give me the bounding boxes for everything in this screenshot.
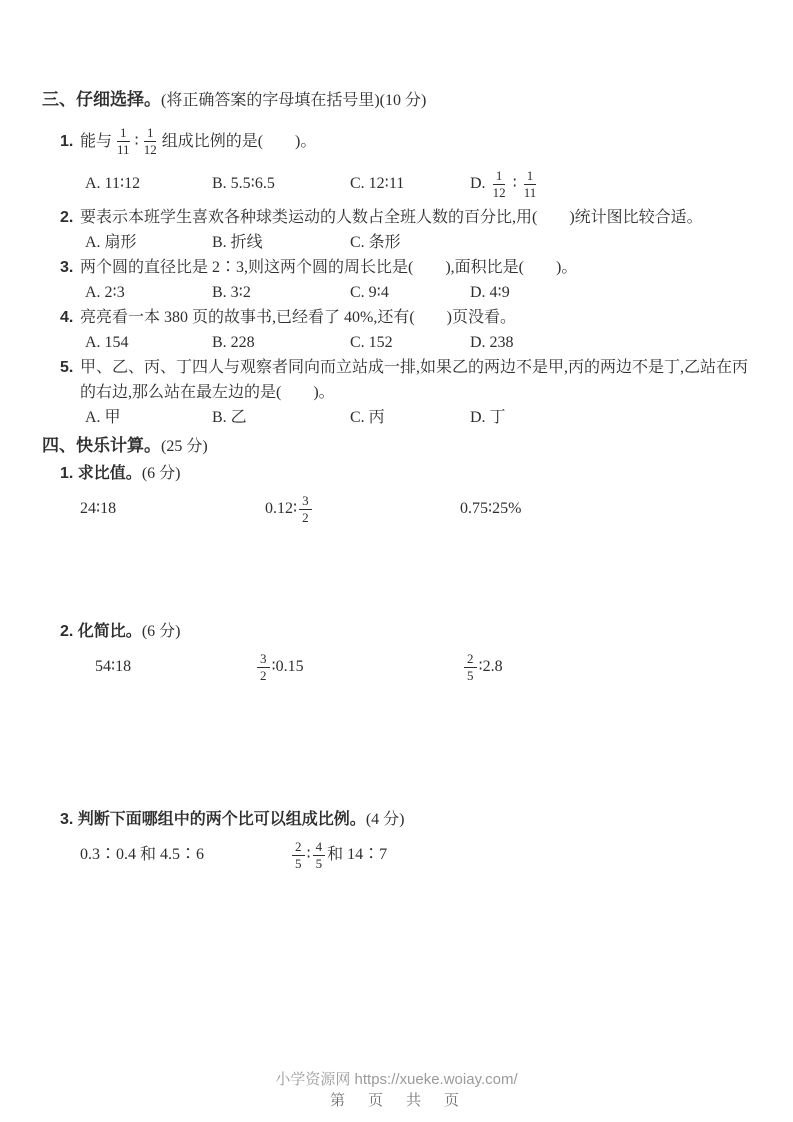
option-c: C. 条形 xyxy=(350,234,401,251)
question-5-options xyxy=(60,405,753,430)
fraction-2-5: $\frac{2}{5}$ xyxy=(292,839,305,871)
option-b: B. 乙 xyxy=(212,409,247,426)
question-1-options xyxy=(60,163,753,205)
option-a: A. 扇形 xyxy=(85,234,137,251)
question-3-text: 两个圆的直径比是 2∶3,则这两个圆的周长比是( ),面积比是( )。 xyxy=(80,259,578,276)
calc-item-3-label xyxy=(60,807,753,833)
question-1-text xyxy=(80,125,753,157)
footer-page-label: 第 页 共 页 xyxy=(329,1092,463,1109)
calc-item-2-title: 化简比。 xyxy=(77,623,142,640)
calc-item-1-expressions xyxy=(42,487,753,531)
fraction-2-5: $\frac{2}{5}$ xyxy=(464,651,477,683)
expression-2-5-4-5-14-7: $\frac{2}{5}$ ∶ $\frac{4}{5}$ 和 14∶7 xyxy=(290,839,753,871)
question-2 xyxy=(60,205,753,230)
fraction-1-12: $\frac{1}{12}$ xyxy=(143,124,157,157)
option-c: C. 丙 xyxy=(350,409,385,426)
option-a: A. 11∶12 xyxy=(85,175,141,192)
expression-2-5-28: $\frac{2}{5}$ ∶2.8 xyxy=(462,651,753,683)
section-3-heading xyxy=(42,88,753,113)
option-c: C. 12∶11 xyxy=(350,175,405,192)
answer-space-2 xyxy=(42,689,753,805)
fraction-1-11: $\frac{1}{11}$ xyxy=(523,167,537,200)
option-b: B. 228 xyxy=(212,334,255,351)
expression-3-2-015: $\frac{3}{2}$ ∶0.15 xyxy=(255,651,462,683)
option-d-label: D. xyxy=(470,175,486,192)
fraction-1-11: $\frac{1}{11}$ xyxy=(117,124,130,157)
question-5-number: 5. xyxy=(60,359,74,376)
question-2-text: 要表示本班学生喜欢各种球类运动的人数占全班人数的百分比,用( )统计图比较合适。 xyxy=(80,209,703,226)
question-4-number: 4. xyxy=(60,309,74,326)
expression-24-18: 24∶18 xyxy=(80,500,117,517)
section-3-title: 三、仔细选择。 xyxy=(42,90,161,109)
fraction-3-2: $\frac{3}{2}$ xyxy=(299,493,312,525)
ratio-colon: ∶ xyxy=(306,846,311,863)
question-3 xyxy=(60,255,753,280)
fraction-1-12: $\frac{1}{12}$ xyxy=(492,167,506,200)
option-d: D. 4∶9 xyxy=(470,284,510,301)
fraction-3-2: $\frac{3}{2}$ xyxy=(257,651,270,683)
section-4-score: (25 分) xyxy=(161,438,208,455)
ratio-colon: ∶ xyxy=(512,175,517,192)
option-a: A. 154 xyxy=(85,334,129,351)
expression-075-25pct: 0.75∶25% xyxy=(460,500,522,517)
option-d: D. 238 xyxy=(470,334,514,351)
section-4-title: 四、快乐计算。 xyxy=(42,436,161,455)
expression-54-18: 54∶18 xyxy=(95,658,132,675)
calc-item-1-number: 1. xyxy=(60,465,74,482)
ratio-colon: ∶ xyxy=(134,132,139,150)
option-c: C. 152 xyxy=(350,334,393,351)
question-1-post: 组成比例的是( )。 xyxy=(161,132,317,150)
calc-item-3-score: (4 分) xyxy=(365,811,405,828)
calc-item-2-expressions xyxy=(42,645,753,689)
calc-item-3-expressions xyxy=(42,833,753,877)
option-d: D. 丁 xyxy=(470,409,506,426)
calc-item-3-title: 判断下面哪组中的两个比可以组成比例。 xyxy=(77,811,366,828)
calc-item-2-number: 2. xyxy=(60,623,74,640)
question-5-text: 甲、乙、丙、丁四人与观察者同向而立站成一排,如果乙的两边不是甲,丙的两边不是丁,乙站在丙的右边,那么站在最左边的是( )。 xyxy=(80,359,749,401)
option-c: C. 9∶4 xyxy=(350,284,389,301)
expression-012-3-2: 0.12∶ $\frac{3}{2}$ xyxy=(265,493,460,525)
option-b: B. 折线 xyxy=(212,234,263,251)
expression-03-04-45-6: 0.3∶0.4 和 4.5∶6 xyxy=(80,846,205,863)
option-a: A. 甲 xyxy=(85,409,121,426)
question-3-number: 3. xyxy=(60,259,74,276)
footer-site-url: 小学资源网 https://xueke.woiay.com/ xyxy=(275,1071,518,1088)
question-2-options xyxy=(60,230,753,255)
question-4-options xyxy=(60,330,753,355)
page-footer xyxy=(0,1070,793,1112)
question-4 xyxy=(60,305,753,330)
calc-item-3-number: 3. xyxy=(60,811,74,828)
question-2-number: 2. xyxy=(60,209,74,226)
option-d xyxy=(470,168,753,200)
calc-item-2-score: (6 分) xyxy=(141,623,181,640)
calc-item-1-score: (6 分) xyxy=(141,465,181,482)
calc-item-1-label xyxy=(60,461,753,487)
calc-item-2-label xyxy=(60,619,753,645)
option-b: B. 5.5∶6.5 xyxy=(212,175,275,192)
question-1-number: 1. xyxy=(60,132,74,150)
question-5 xyxy=(60,355,753,405)
answer-space-1 xyxy=(42,531,753,617)
question-4-text: 亮亮看一本 380 页的故事书,已经看了 40%,还有( )页没看。 xyxy=(80,309,516,326)
option-a: A. 2∶3 xyxy=(85,284,125,301)
question-1 xyxy=(60,119,753,163)
question-3-options xyxy=(60,280,753,305)
calc-item-1-title: 求比值。 xyxy=(77,465,142,482)
fraction-4-5: $\frac{4}{5}$ xyxy=(313,839,326,871)
option-b: B. 3∶2 xyxy=(212,284,251,301)
section-4-heading xyxy=(42,434,753,459)
question-1-pre: 能与 xyxy=(80,132,113,150)
section-3-subtitle: (将正确答案的字母填在括号里)(10 分) xyxy=(161,92,427,109)
